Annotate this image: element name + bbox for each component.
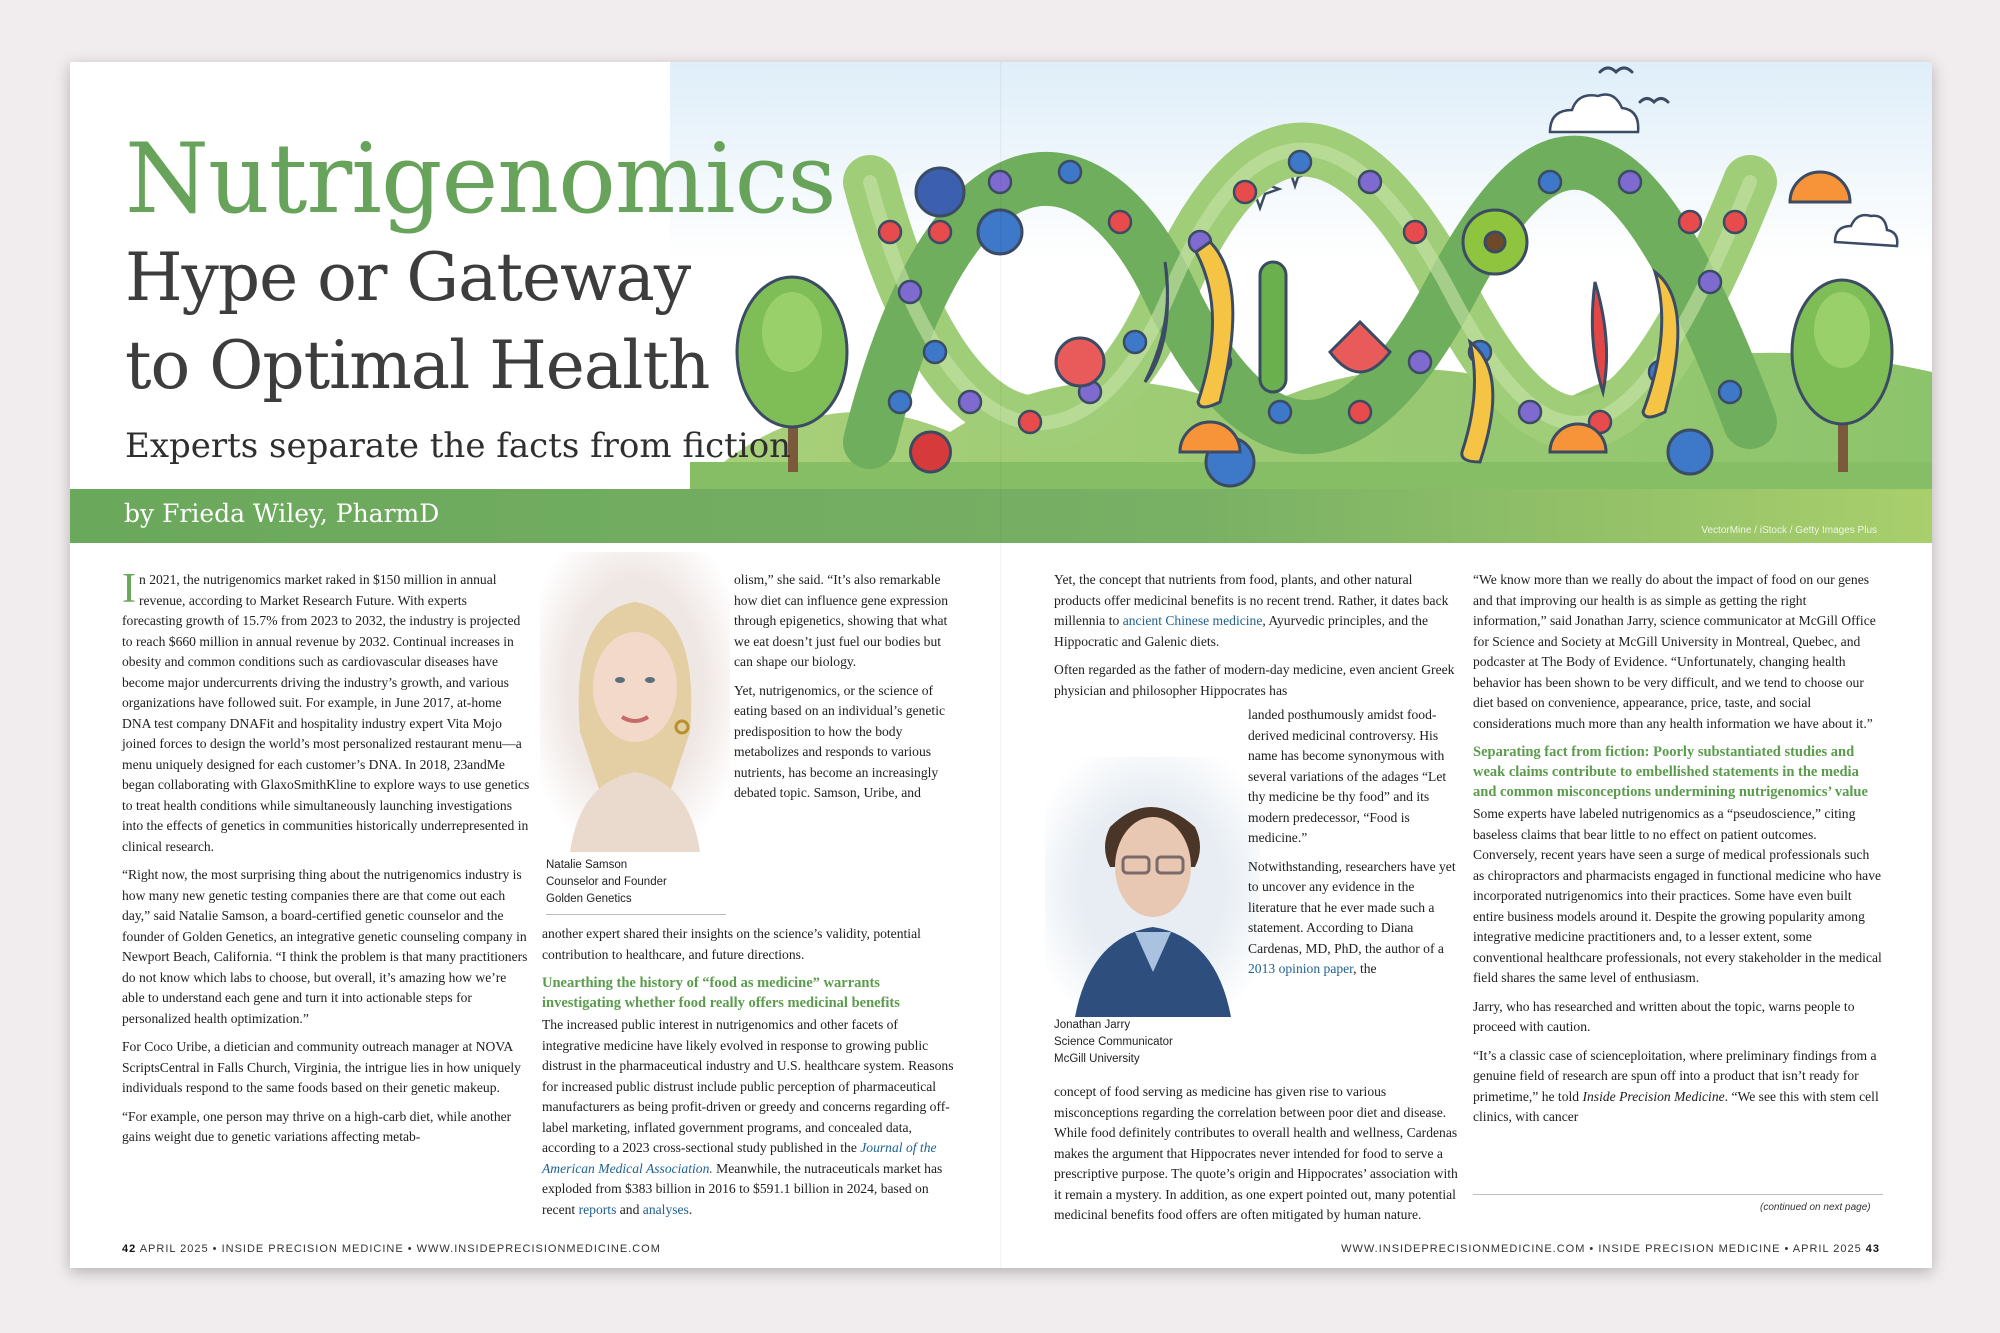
headline-main: Nutrigenomics — [125, 123, 836, 235]
text-run: . — [688, 1201, 693, 1217]
caption-name: Natalie Samson — [546, 859, 628, 871]
column-3-wrap — [1248, 705, 1458, 988]
footer-right — [1341, 1243, 1880, 1255]
photo-jonathan-jarry — [1045, 757, 1260, 1017]
caption-name: Jonathan Jarry — [1054, 1019, 1131, 1031]
text-run: Notwithstanding, researchers have yet to uncover any evidence in the literature that he ever made such a statement. According to Diana Cardenas, MD, PhD, the author of a — [1248, 858, 1456, 956]
paragraph: another expert shared their insights on the science’s validity, potential contribution to healthcare, and future directions. — [542, 926, 921, 962]
page-number-left: 42 — [122, 1243, 137, 1255]
photo-natalie-samson — [540, 552, 730, 852]
text-run: , the — [1353, 961, 1377, 976]
image-credit: VectorMine / iStock / Getty Images Plus — [1701, 525, 1877, 536]
caption-role: Science Communicator — [1054, 1036, 1173, 1048]
paragraph: “For example, one person may thrive on a high-carb diet, while another gains weight due to genetic variations affecting metab- — [122, 1108, 512, 1144]
title-block — [125, 124, 836, 466]
page-spine — [1000, 62, 1002, 1268]
paragraph: For Coco Uribe, a dietician and community outreach manager at NOVA ScriptsCentral in Falls Church, Virginia, the intrigue lies in how uniquely individuals respond to the same foods based on their genetic makeup. — [122, 1039, 521, 1095]
continued-note: (continued on next page) — [1760, 1202, 1871, 1213]
link-jama[interactable]: Journal of the American Medical Association. — [542, 1140, 937, 1176]
byline: by Frieda Wiley, PharmD — [124, 499, 440, 528]
text-run: The increased public interest in nutrigenomics and other facets of integrative medicine have likely evolved in response to growing public distrust in the pharmaceutical industry and U.S. healthcare system. Reasons for increased public distrust include public perception of pharmaceutical manufacturers as being profit-driven or greedy and concerns regarding off-label marketing, inflated government programs, and concealed data, according to a 2023 cross-sectional study published in the — [542, 1017, 954, 1155]
column-4 — [1473, 570, 1883, 1136]
paragraph: concept of food serving as medicine has given rise to various misconceptions regarding the correlation between poor diet and disease. While food definitely contributes to overall health and wellness, Cardenas makes the argument that Hippocrates never intended for food to serve a prescriptive purpose. The quote’s origin and Hippocrates’ association with it remain a mystery. In addition, as one expert pointed out, many potential medicinal benefits food offers are often mitigated by human nature. — [1054, 1084, 1458, 1222]
paragraph: Jarry, who has researched and written about the topic, warns people to proceed with caution. — [1473, 998, 1855, 1034]
caption-jonathan-jarry — [1054, 1017, 1173, 1068]
paragraph: Yet, nutrigenomics, or the science of eating based on an individual’s genetic predisposition to how the body metabolizes and responds to various nutrients, has become an increasingly debated topic. Samson, Uribe, and — [734, 682, 946, 800]
paragraph: In 2021, the nutrigenomics market raked in $150 million in annual revenue, according to Market Research Future. With experts forecasting growth of 15.7% from 2023 to 2032, the industry is projected to reach $660 million in annual revenue by 2032. Continual increases in obesity and common conditions such as cardiovascular diseases have become major undercurrents driving the industry’s growth, and various organizations have followed suit. For example, in June 2017, at-home DNA test company DNAFit and hospitality industry expert Vita Mojo joined forces to design the world’s most personalized restaurant menu—a menu uniquely designed for each customer’s DNA. In 2018, 23andMe began collaborating with GlaxoSmithKline to explore ways to use genetics to treat health conditions while simultaneously launching investigations into the effects of genetics in communities historically underrepresented in clinical research. — [122, 566, 530, 854]
text-run: Yet, the concept that nutrients from food, plants, and other natural products offer medicinal benefits is no recent trend. Rather, it dates back millennia to — [1054, 572, 1449, 628]
paragraph: Some experts have labeled nutrigenomics as a “pseudoscience,” citing baseless claims that bear little to no effect on patient outcomes. Conversely, recent years have seen a surge of medical professionals such as chiropractors and pharmacists engaged in functional medicine who have incorporated nutrigenomics into their practices. Some have even built entire business models around it. Despite the growing popularity among integrative medicine practitioners and, to a lesser extent, some conventional healthcare professionals, not every stakeholder in the medical field shares the same level of enthusiasm. — [1473, 806, 1882, 985]
page-number-right: 43 — [1865, 1243, 1880, 1255]
magazine-spread — [70, 62, 1932, 1268]
paragraph — [1248, 857, 1458, 980]
paragraph: landed posthumously amidst food-derived medicinal controversy. His name has become synonymous with several variations of the adages “Let thy medicine be thy food” and its modern predecessor, “Food is medicine.” — [1248, 707, 1447, 845]
link-analyses[interactable]: analyses — [642, 1201, 689, 1217]
caption-org: McGill University — [1054, 1053, 1140, 1065]
link-ancient-chinese-medicine[interactable]: ancient Chinese medicine — [1122, 613, 1263, 628]
link-reports[interactable]: reports — [578, 1201, 617, 1217]
paragraph: olism,” she said. “It’s also remarkable how diet can influence gene expression through epigenetics, showing that what we eat doesn’t just fuel our bodies but can shape our biology. — [734, 572, 949, 669]
column-2-lower — [542, 924, 956, 1228]
text-run: , Ayurvedic principles, and the Hippocratic and Galenic diets. — [1054, 613, 1428, 649]
column-3-lower — [1054, 1082, 1458, 1234]
section-heading-fact-fiction: Separating fact from fiction: Poorly substantiated studies and weak claims contribute to embellished statements in the media and common misconceptions undermining nutrigenomics’ value — [1473, 744, 1868, 800]
text-run: Meanwhile, the nutraceuticals market has exploded from $383 billion in 2016 to $591.1 billion in 2024, based on recent — [542, 1160, 943, 1217]
paragraph — [1054, 570, 1456, 652]
subtitle: Experts separate the facts from fiction — [125, 426, 792, 466]
paragraph: Often regarded as the father of modern-day medicine, even ancient Greek physician and philosopher Hippocrates has — [1054, 662, 1455, 698]
footer-left-text: APRIL 2025 • INSIDE PRECISION MEDICINE • WWW.INSIDEPRECISIONMEDICINE.COM — [139, 1243, 661, 1255]
column-1 — [122, 566, 530, 1156]
text-run: and — [616, 1201, 643, 1217]
paragraph — [542, 1015, 956, 1220]
link-opinion-paper[interactable]: 2013 opinion paper — [1248, 961, 1354, 976]
paragraph: “We know more than we really do about the impact of food on our genes and that improving our health is as simple as getting the right information,” said Jonathan Jarry, science communicator at McGill Office for Science and Society at McGill University in Montreal, Quebec, and podcaster at The Body of Evidence. “Unfortunately, changing health behavior has been shown to be very difficult, and we tend to choose our diet based on convenience, appearance, price, taste, and social considerations much more than any health information we have about it.” — [1473, 572, 1876, 731]
paragraph — [1473, 1046, 1883, 1128]
column-3-upper — [1054, 570, 1456, 709]
caption-org: Golden Genetics — [546, 893, 632, 905]
paragraph: “Right now, the most surprising thing about the nutrigenomics industry is how many new genetic testing companies there are that come out each day,” said Natalie Samson, a board-certified genetic counselor and the founder of Golden Genetics, an integrative genetic counseling company in Newport Beach, California. “I think the problem is that many practitioners do not know which labs to choose, but overall, it’s amazing how we’re able to understand each gene and turn it into actionable steps for personalized health optimization.” — [122, 867, 528, 1026]
footer-left — [122, 1243, 661, 1255]
text-run: . “We see this with stem cell clinics, with cancer — [1473, 1088, 1879, 1124]
column-2-upper — [734, 570, 956, 812]
headline-line3: to Optimal Health — [125, 327, 710, 404]
caption-role: Counselor and Founder — [546, 876, 667, 888]
caption-natalie-samson — [546, 857, 667, 908]
column-end-rule — [1473, 1194, 1883, 1195]
caption-rule — [546, 914, 726, 915]
text-run: “It’s a classic case of scienceploitation, where preliminary findings from a genuine field of research are spun off into a product that isn’t ready for primetime,” he told — [1473, 1047, 1877, 1104]
section-heading-history: Unearthing the history of “food as medicine” warrants investigating whether food really offers medicinal benefits — [542, 975, 900, 1011]
footer-right-text: WWW.INSIDEPRECISIONMEDICINE.COM • INSIDE PRECISION MEDICINE • APRIL 2025 — [1341, 1243, 1862, 1255]
headline-line2: Hype or Gateway — [125, 239, 691, 316]
text-run: Inside Precision Medicine — [1582, 1088, 1725, 1104]
